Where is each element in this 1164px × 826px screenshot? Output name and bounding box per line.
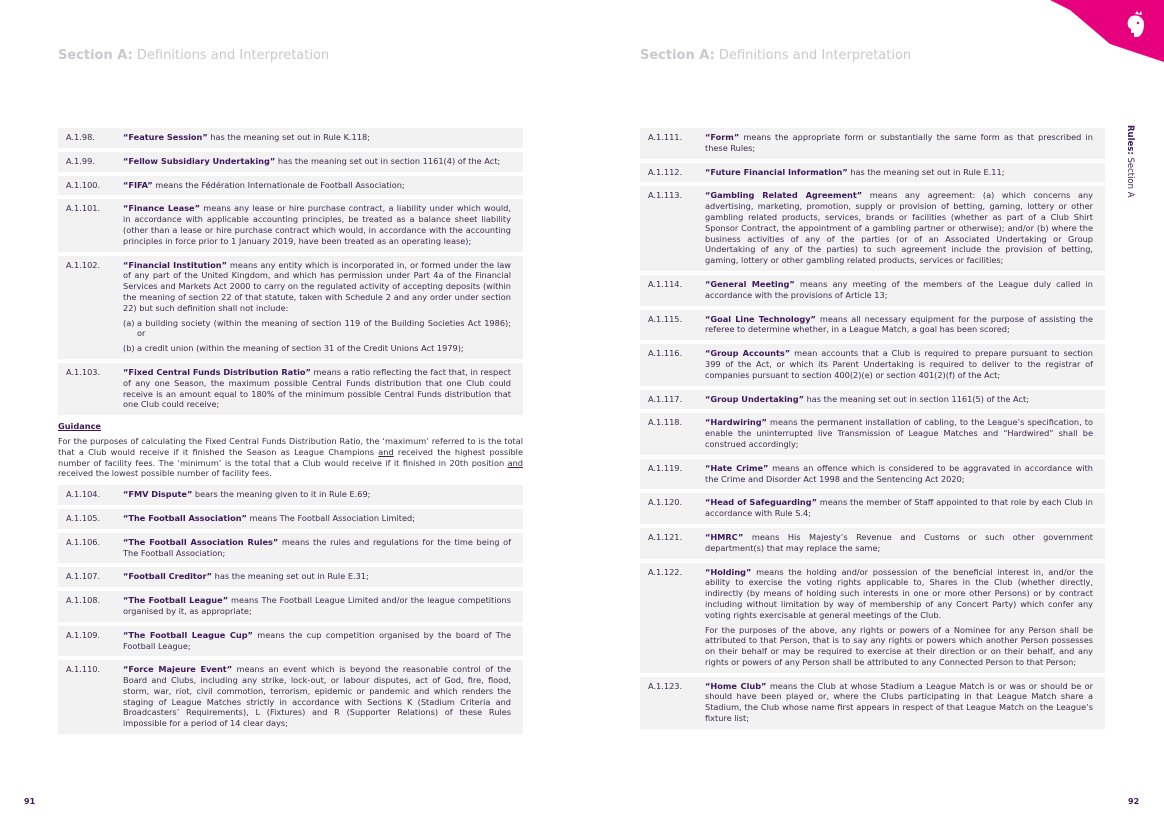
entry-text: [705, 190, 1093, 266]
entry-text: [123, 203, 511, 246]
definitions-column-right: [640, 128, 1105, 733]
definition-text: has the meaning set out in section 1161(5) of the Act;: [804, 393, 1029, 404]
entry-text: [705, 532, 1093, 554]
definition-entry: [58, 509, 523, 529]
entry-text: [705, 348, 1093, 380]
definition-text: means the permanent installation of cabling, to the League’s specification, to enable the uninterrupted live Transmission of League Matches and “Hardwired” shall be construed accordingly;: [705, 417, 1093, 449]
entry-number: A.1.120.: [648, 497, 683, 508]
definition-text: means any agreement: (a) which concerns any advertising, marketing, promotion, supply or provision of betting, gaming, lottery or other gambling related products, services, brands or facilities (whether as part of a Club Shirt Sponsor Contract, the appointment of a gambling partner or otherwise); and/or (b) where the business activities of any of the parties (or of an Associated Undertaking or Group Undertaking of any of the parties) to such agreement include the provision of betting, gaming, lottery or other gambling related products, services or facilities;: [705, 190, 1093, 266]
entry-text: [705, 394, 1093, 405]
defined-term: “Feature Session”: [123, 132, 208, 142]
guidance-title: Guidance: [58, 421, 101, 432]
sub-clause-a: (a) a building society (within the meaning of section 119 of the Building Societies Act 1986); or: [123, 317, 511, 339]
definition-text: means the Fédération Internationale de Football Association;: [152, 179, 405, 190]
defined-term: “The Football Association”: [123, 512, 247, 523]
entry-text: [123, 132, 511, 143]
definition-entry: [58, 591, 523, 622]
definition-entry: [58, 128, 523, 148]
defined-term: “Finance Lease”: [123, 203, 200, 214]
entry-number: A.1.108.: [66, 595, 101, 606]
definition-text: means His Majesty’s Revenue and Customs or such other government department(s) that may replace the same;: [705, 531, 1093, 553]
entry-number: A.1.98.: [66, 132, 95, 142]
entry-text: [123, 630, 511, 652]
entry-text: [705, 463, 1093, 485]
entry-number: A.1.115.: [648, 313, 683, 324]
entry-number: A.1.113.: [648, 190, 683, 201]
entry-number: A.1.105.: [66, 512, 101, 523]
section-title-left: Section A: Definitions and Interpretation: [58, 48, 330, 63]
definition-entry: [640, 310, 1105, 341]
definition-entry: [640, 390, 1105, 410]
entry-text: [123, 537, 511, 559]
definition-text: has the meaning set out in Rule E.31;: [212, 571, 369, 582]
entry-number: A.1.123.: [648, 680, 683, 691]
defined-term: “The Football League Cup”: [123, 629, 253, 640]
definition-text: has the meaning set out in section 1161(4) of the Act;: [275, 155, 501, 166]
entry-number: A.1.116.: [648, 348, 683, 359]
defined-term: “Group Undertaking”: [705, 393, 804, 404]
entry-text: [705, 167, 1093, 178]
definition-text: means the member of Staff appointed to that role by each Club in accordance with Rule S.4;: [705, 497, 1093, 519]
entry-number: A.1.112.: [648, 166, 683, 177]
entry-number: A.1.101.: [66, 203, 101, 214]
entry-number: A.1.102.: [66, 259, 101, 270]
definitions-column-left: [58, 128, 523, 738]
definition-entry: [640, 677, 1105, 729]
definition-entry: [58, 533, 523, 564]
side-section-label: Rules: Section A: [1125, 125, 1135, 198]
definition-entry: [58, 199, 523, 251]
defined-term: “FIFA”: [123, 179, 153, 190]
definition-text: mean accounts that a Club is required to prepare pursuant to section 399 of the Act, or which its Parent Undertaking is required to deliver to the registrar of companies pursuant to section 400(2)(e) or section 401(2)(f) of the Act;: [705, 348, 1093, 380]
defined-term: “General Meeting”: [705, 278, 795, 289]
entry-number: A.1.117.: [648, 393, 683, 404]
entry-text: [123, 489, 511, 500]
entry-number: A.1.119.: [648, 462, 683, 473]
entry-number: A.1.107.: [66, 571, 101, 582]
entry-text: [123, 571, 511, 582]
defined-term: “FMV Dispute”: [123, 489, 193, 500]
entry-text: [705, 279, 1093, 301]
entry-number: A.1.121.: [648, 531, 683, 542]
guidance-block: [58, 421, 523, 479]
definition-text: means an event which is beyond the reasonable control of the Board and Clubs, including any strike, lock-out, or labour disputes, act of God, fire, flood, storm, war, riot, civil commotion, terrorism, epidemic or pandemic and which renders the staging of League Matches strictly in accordance with Sections K (Stadium Criteria and Broadcasters’ Requirements), L (Fixtures) and R (Supporter Relations) of these Rules impossible for a period of 14 clear days;: [123, 664, 511, 729]
entry-number: A.1.122.: [648, 566, 683, 577]
definition-text: means all necessary equipment for the purpose of assisting the referee to determine whether, in a League Match, a goal has been scored;: [705, 313, 1094, 335]
entry-text: “Financial Institution” means any entity which is incorporated in, or formed under the law of any part of the United Kingdom, and which has permission under Part 4a of the Financial Services and Markets Act 2000 to carry on the regulated activity of accepting deposits (within the meaning of section 22 of that statute, taken with Schedule 2 and any order under section 22) but such definition shall not include: (a) a building society (within the meaning of section 119 of the Building Societies Act 1986); or (b) a credit union (within the meaning of section 31 of the Credit Unions Act 1979);: [123, 259, 511, 354]
definition-entry: [640, 275, 1105, 306]
page-number-left: 91: [24, 797, 36, 806]
entry-number: A.1.109.: [66, 629, 101, 640]
defined-term: “Head of Safeguarding”: [705, 497, 817, 508]
entry-text: “Fixed Central Funds Distribution Ratio” means a ratio reflecting the fact that, in respect of any one Season, the maximum possible Central Funds distribution that one Club could receive is an amount equal to 180% of the minimum possible Central Funds distribution that one Club could receive;: [123, 366, 511, 410]
entry-number: A.1.110.: [66, 664, 101, 675]
entry-text: [123, 180, 511, 191]
definition-entry: [640, 128, 1105, 159]
right-page: [582, 0, 1164, 826]
definition-entry: [640, 344, 1105, 385]
defined-term: “The Football League”: [123, 595, 229, 606]
entry-number: A.1.118.: [648, 417, 683, 428]
definition-entry: [58, 485, 523, 505]
defined-term: “Football Creditor”: [123, 571, 213, 582]
definition-entry: [640, 413, 1105, 454]
definition-text: means any lease or hire purchase contract, a liability under which would, in accordance with applicable accounting principles, be treated as a balance sheet liability (other than a lease or hire purchase contract which would, in accordance with the accounting principles in force prior to 1 January 2019, have been treated as an operating lease);: [123, 203, 511, 246]
entry-number: A.1.111.: [648, 132, 683, 142]
definition-entry: [640, 528, 1105, 559]
entry-text: “Home Club” means the Club at whose Stadium a League Match is or was or should be or should have been played or, where the Clubs participating in that League Match share a Stadium, the Club whose name first appears in respect of that League Match on the League’s fixture list;: [705, 680, 1094, 724]
entry-number: A.1.114.: [648, 278, 683, 289]
definition-text: means The Football League Limited and/or the league competitions organised by it, as appropriate;: [123, 595, 511, 616]
definition-text: means the appropriate form or substantially the same form as that prescribed in these Rules;: [705, 132, 1093, 153]
defined-term: “Future Financial Information”: [705, 166, 848, 177]
guidance-text: For the purposes of calculating the Fixed Central Funds Distribution Ratio, the ‘maximum’ referred to is the total that a Club would receive if it finished the Season as League Champions and received the highest possible number of facility fees. The ‘minimum’ is the total that a Club would receive if it finished in 20th position and received the lowest possible number of facility fees.: [58, 435, 523, 479]
entry-text: [705, 132, 1093, 154]
definition-entry: [58, 152, 523, 172]
defined-term: “Form”: [705, 132, 740, 142]
defined-term: “Gambling Related Agreement”: [705, 190, 863, 201]
pink-swoosh: [1050, 0, 1164, 62]
defined-term: “Fellow Subsidiary Undertaking”: [123, 155, 276, 166]
definition-text: has the meaning set out in Rule E.11;: [847, 166, 1005, 177]
page-number-right: 92: [1128, 797, 1140, 806]
definition-entry: [58, 626, 523, 657]
definition-entry: [58, 660, 523, 734]
entry-number: A.1.103.: [66, 366, 101, 377]
entry-number: A.1.104.: [66, 489, 101, 500]
definition-text: means the rules and regulations for the time being of The Football Association;: [123, 536, 511, 558]
definition-entry: [58, 567, 523, 587]
entry-text: [123, 156, 511, 167]
entry-text: [705, 497, 1093, 519]
entry-text: [705, 417, 1093, 449]
entry-text: [123, 595, 511, 617]
entry-text: [123, 664, 511, 729]
defined-term: “Group Accounts”: [705, 348, 791, 359]
entry-text: [123, 513, 511, 524]
definition-entry: [640, 459, 1105, 490]
definition-text: means The Football Association Limited;: [246, 512, 415, 523]
corner-accent: [1050, 0, 1164, 62]
definition-entry: [640, 186, 1105, 271]
definition-entry: [640, 163, 1105, 183]
definition-entry: [640, 563, 1105, 673]
definition-entry: [58, 363, 523, 415]
defined-term: “Hardwiring”: [705, 417, 767, 428]
definition-entry: [640, 493, 1105, 524]
defined-term: “HMRC”: [705, 531, 744, 542]
defined-term: “Goal Line Technology”: [705, 313, 816, 324]
definition-text: means an offence which is considered to be aggravated in accordance with the Crime and Disorder Act 1998 and the Sentencing Act 2020;: [705, 462, 1093, 484]
defined-term: “The Football Association Rules”: [123, 536, 279, 547]
entry-number: A.1.106.: [66, 536, 101, 547]
definition-text: means any meeting of the members of the League duly called in accordance with the provisions of Article 13;: [705, 278, 1093, 300]
definition-text: bears the meaning given to it in Rule E.69;: [192, 489, 371, 500]
entry-text: [705, 314, 1093, 336]
entry-number: A.1.99.: [66, 155, 95, 166]
entry-number: A.1.100.: [66, 179, 101, 190]
definition-entry: [58, 176, 523, 196]
defined-term: “Force Majeure Event”: [123, 664, 233, 675]
definition-text: means the cup competition organised by the board of The Football League;: [123, 629, 511, 651]
definition-entry: [58, 256, 523, 359]
entry-text: “Holding” means the holding and/or possession of the beneficial interest in, and/or the ability to exercise the voting rights applicable to, Shares in the Club (whether directly, indirectly (by means of holding such interests in one or more other Persons) or by contract including without limitation by way of membership of any Concert Party) which confer any voting rights exercisable at general meetings of the Club. For the purposes of the above, any rights or powers of a Nominee for any Person shall be attributed to that Person, that is to say any rights or powers which another Person possesses on their behalf or may be required to exercise at their direction or on their behalf, and any rights or powers of any Person shall be attributed to any Connected Person to that Person;: [705, 566, 1093, 667]
defined-term: “Hate Crime”: [705, 462, 769, 473]
sub-clause-b: (b) a credit union (within the meaning of section 31 of the Credit Unions Act 1979);: [123, 343, 464, 354]
definition-text: has the meaning set out in Rule K.118;: [207, 132, 370, 142]
section-title-right: Section A: Definitions and Interpretation: [640, 48, 912, 63]
